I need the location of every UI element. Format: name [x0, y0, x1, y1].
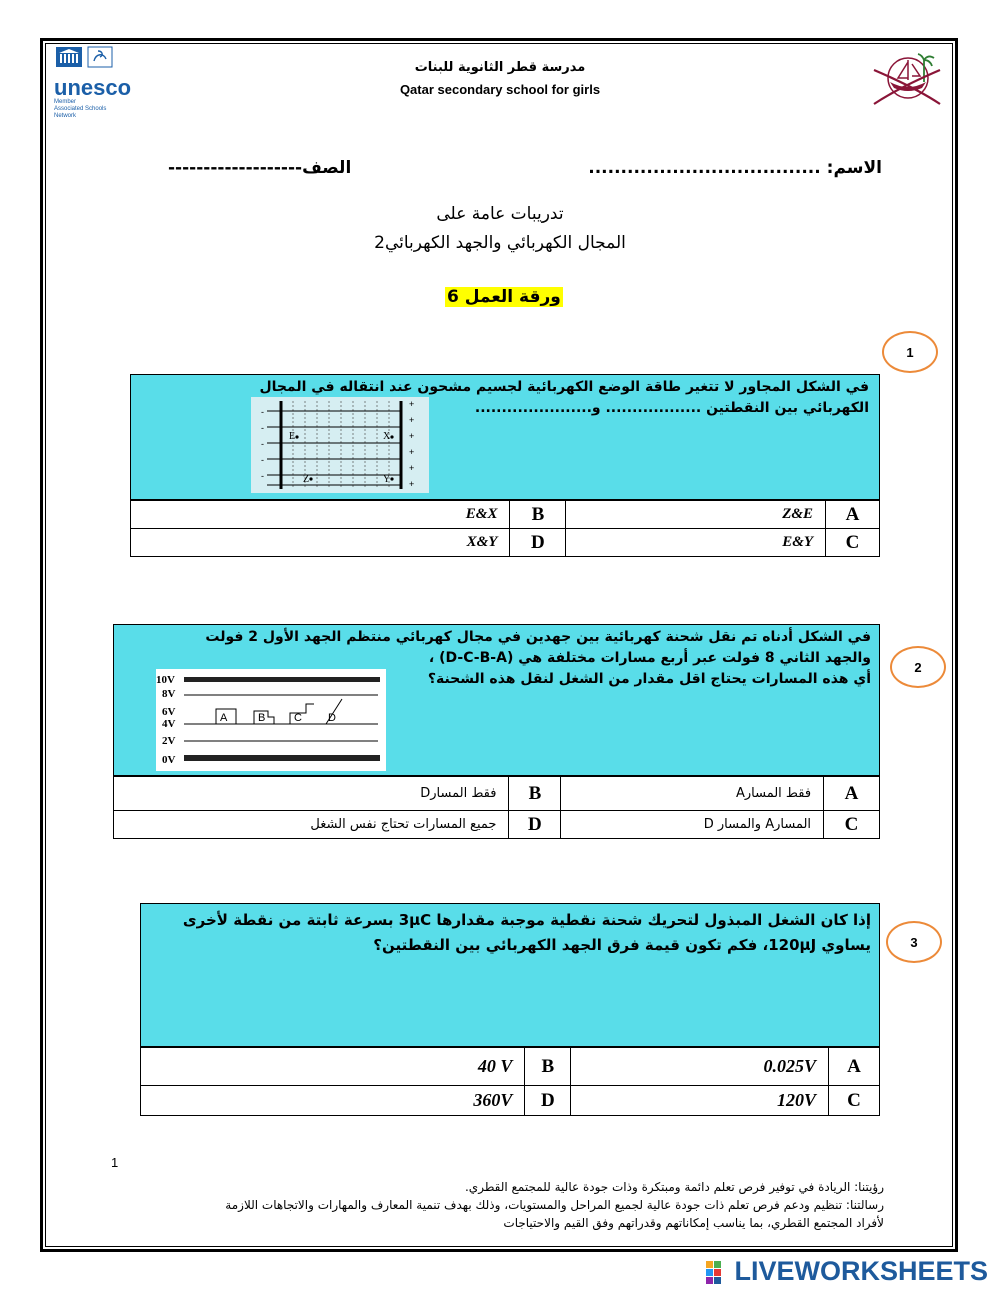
- option-b-letter[interactable]: B: [510, 501, 566, 529]
- liveworksheets-brand[interactable]: [706, 1256, 988, 1287]
- option-d-letter[interactable]: D: [509, 811, 561, 839]
- option-c-letter[interactable]: C: [826, 529, 880, 557]
- figure-level-label: 0V: [162, 754, 176, 766]
- qatar-emblem-icon: [868, 48, 946, 118]
- option-b-letter[interactable]: B: [509, 777, 561, 811]
- unesco-wordmark: unesco: [54, 75, 132, 100]
- question-2-line: والجهد الثاني 8 فولت عبر أربع مسارات مختلفة هي (D-C-B-A) ،: [428, 650, 871, 666]
- svg-text:-: -: [261, 455, 264, 465]
- option-c-letter[interactable]: C: [824, 811, 880, 839]
- mission-statement: رسالتنا: تنظيم ودعم فرص تعلم ذات جودة عالية لجميع المراحل والمستويات، وذلك بهدف تنمية المعارف والمهارات والاتجاهات اللازمة: [225, 1198, 884, 1212]
- class-label: الصف: [302, 158, 352, 178]
- question-number-badge: 2: [890, 646, 946, 688]
- figure-level-label: 8V: [162, 688, 176, 700]
- svg-text:+: +: [409, 463, 415, 473]
- question-2-options: [113, 776, 880, 839]
- unesco-network-line: Associated Schools: [54, 106, 107, 112]
- svg-text:+: +: [409, 415, 415, 425]
- name-label: الاسم:: [826, 158, 882, 178]
- name-blank: ....................................: [588, 158, 821, 178]
- question-2-figure: [156, 669, 386, 771]
- question-number-badge: 3: [886, 921, 942, 963]
- student-class-field[interactable]: [168, 158, 351, 178]
- option-b-answer[interactable]: 40 V: [141, 1048, 525, 1086]
- unesco-network-line: Member: [54, 99, 77, 105]
- options-row: [131, 501, 880, 529]
- figure-path-label: C: [294, 712, 302, 724]
- question-3-box: [140, 903, 880, 1047]
- worksheet-title: ورقة العمل 6: [447, 287, 561, 307]
- option-a-answer[interactable]: Z&E: [566, 501, 826, 529]
- mission-statement: لأفراد المجتمع القطري، بما يناسب إمكاناتهم وقدراتهم وفق القيم والاحتياجات: [503, 1216, 884, 1230]
- options-row: [131, 529, 880, 557]
- option-b-letter[interactable]: B: [525, 1048, 571, 1086]
- title-line-2: المجال الكهربائي والجهد الكهربائي2: [374, 233, 626, 253]
- options-row: [141, 1048, 880, 1086]
- figure-level-label: 6V: [162, 706, 176, 718]
- question-3-line: يساوي 120μJ، فكم تكون قيمة فرق الجهد الكهربائي بين النقطتين؟: [373, 936, 871, 954]
- option-b-answer[interactable]: فقط المسارD: [114, 777, 509, 811]
- figure-path-label: D: [328, 712, 336, 724]
- footer-text: [100, 1178, 884, 1232]
- vision-statement: رؤيتنا: الريادة في توفير فرص تعلم دائمة ومبتكرة وذات جودة عالية للمجتمع القطري.: [464, 1180, 884, 1194]
- question-1-box: [130, 374, 880, 500]
- brand-text: LIVEWORKSHEETS: [734, 1256, 988, 1286]
- option-a-letter[interactable]: A: [829, 1048, 880, 1086]
- figure-level-label: 2V: [162, 735, 176, 747]
- options-row: [141, 1086, 880, 1116]
- svg-text:-: -: [261, 471, 264, 481]
- liveworksheets-logo-icon: [706, 1261, 730, 1285]
- svg-text:+: +: [409, 479, 415, 489]
- option-a-letter[interactable]: A: [824, 777, 880, 811]
- option-a-answer[interactable]: فقط المسارA: [561, 777, 824, 811]
- figure-point-label: Z: [303, 474, 310, 485]
- option-a-answer[interactable]: 0.025V: [571, 1048, 829, 1086]
- class-blank: -------------------: [168, 158, 303, 178]
- question-3-options: [140, 1047, 880, 1116]
- options-row: [114, 777, 880, 811]
- figure-path-label: B: [258, 712, 266, 724]
- unesco-network-line: Network: [54, 113, 77, 119]
- figure-point-label: Y: [383, 474, 391, 485]
- option-d-letter[interactable]: D: [510, 529, 566, 557]
- figure-level-label: 4V: [162, 718, 176, 730]
- option-d-letter[interactable]: D: [525, 1086, 571, 1116]
- school-name-english: Qatar secondary school for girls: [399, 82, 601, 97]
- school-name-arabic: مدرسة قطر الثانوية للبنات: [414, 60, 586, 75]
- question-2-line: أي هذه المسارات يحتاج اقل مقدار من الشغل لنقل هذه الشحنة؟: [427, 671, 871, 687]
- option-b-answer[interactable]: E&X: [131, 501, 510, 529]
- figure-path-label: A: [220, 712, 228, 724]
- svg-text:-: -: [261, 423, 264, 433]
- question-1-options: [130, 500, 880, 557]
- question-3-line: إذا كان الشغل المبذول لتحريك شحنة نقطية موجبة مقدارها 3μC بسرعة ثابتة من نقطة لأخرى: [182, 911, 871, 929]
- svg-text:-: -: [261, 439, 264, 449]
- question-number-badge: 1: [882, 331, 938, 373]
- option-a-letter[interactable]: A: [826, 501, 880, 529]
- electric-field-plates-figure: [251, 397, 429, 493]
- figure-point-label: E: [289, 431, 296, 442]
- option-d-answer[interactable]: X&Y: [131, 529, 510, 557]
- title-line-1: تدريبات عامة على: [436, 204, 564, 224]
- option-d-answer[interactable]: 360V: [141, 1086, 525, 1116]
- potential-levels-figure: [156, 669, 386, 771]
- question-2-line: في الشكل أدناه تم نقل شحنة كهربائية بين جهدين في مجال كهربائي منتظم الجهد الأول 2 فولت: [205, 629, 871, 645]
- student-name-field[interactable]: [588, 158, 882, 178]
- question-1-text: في الشكل المجاور لا تتغير طاقة الوضع الكهربائية لجسيم مشحون عند انتقاله في المجال الكهربائي بين النقطتين .................. و......................: [259, 379, 869, 416]
- question-1-figure: [251, 397, 429, 493]
- figure-point-label: X: [383, 431, 391, 442]
- options-row: [114, 811, 880, 839]
- question-2-box: [113, 624, 880, 776]
- option-c-answer[interactable]: المسارA والمسار D: [561, 811, 824, 839]
- svg-text:+: +: [409, 447, 415, 457]
- svg-text:+: +: [409, 431, 415, 441]
- option-c-answer[interactable]: 120V: [571, 1086, 829, 1116]
- svg-text:-: -: [261, 407, 264, 417]
- svg-text:+: +: [409, 399, 415, 409]
- page-number: 1: [111, 1155, 119, 1170]
- figure-level-label: 10V: [156, 674, 175, 686]
- option-c-answer[interactable]: E&Y: [566, 529, 826, 557]
- option-c-letter[interactable]: C: [829, 1086, 880, 1116]
- option-d-answer[interactable]: جميع المسارات تحتاج نفس الشغل: [114, 811, 509, 839]
- question-3-text: [151, 908, 871, 958]
